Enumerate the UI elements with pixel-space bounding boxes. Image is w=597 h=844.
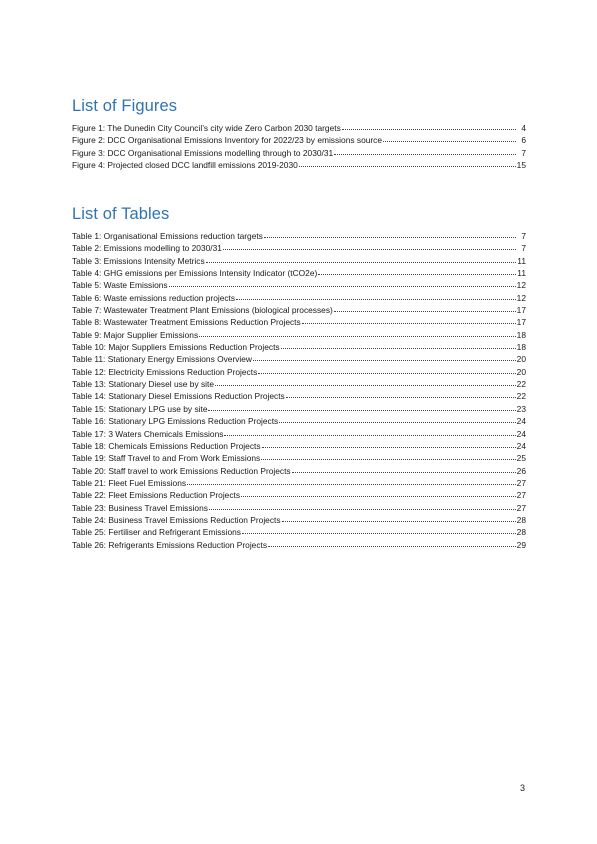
entry-label: Table 14: Stationary Diesel Emissions Reduction Projects	[72, 391, 285, 402]
dot-leader	[258, 365, 515, 374]
entry-label: Table 8: Wastewater Treatment Emissions Reduction Projects	[72, 317, 301, 328]
dot-leader	[268, 538, 516, 547]
entry-label: Table 11: Stationary Energy Emissions Overview	[72, 354, 252, 365]
dot-leader	[299, 158, 516, 167]
entry-label: Table 2: Emissions modelling to 2030/31	[72, 243, 222, 254]
list-of-tables-heading: List of Tables	[72, 205, 170, 223]
entry-page: 24	[516, 428, 526, 439]
dot-leader	[187, 476, 516, 485]
dot-leader	[282, 513, 516, 522]
entry-page: 20	[516, 354, 526, 365]
dot-leader	[208, 402, 515, 411]
entry-label: Figure 4: Projected closed DCC landfill emissions 2019-2030	[72, 160, 298, 171]
entry-page: 18	[516, 329, 526, 340]
entry-page: 12	[516, 280, 526, 291]
dot-leader	[264, 229, 516, 238]
entry-page: 20	[516, 366, 526, 377]
entry-label: Table 1: Organisational Emissions reduction targets	[72, 231, 263, 241]
entry-page: 7	[521, 243, 526, 254]
entry-label: Table 5: Waste Emissions	[72, 280, 168, 291]
entry-label: Table 6: Waste emissions reduction projects	[72, 292, 236, 303]
entry-page: 27	[516, 477, 526, 488]
dot-leader	[302, 315, 516, 324]
entry-page: 22	[516, 379, 526, 390]
entry-label: Table 17: 3 Waters Chemicals Emissions	[72, 428, 224, 439]
dot-leader	[383, 133, 516, 142]
dot-leader	[253, 352, 516, 361]
entry-page: 26	[516, 465, 526, 476]
entry-page: 29	[516, 539, 526, 550]
list-of-tables	[72, 204, 526, 551]
entry-label: Table 24: Business Travel Emissions Reduction Projects	[72, 514, 281, 525]
entry-page: 24	[516, 440, 526, 451]
entry-page: 18	[516, 342, 526, 353]
dot-leader	[223, 241, 516, 250]
dot-leader	[292, 464, 516, 473]
dot-leader	[261, 451, 515, 460]
dot-leader	[215, 377, 516, 386]
entry-page: 15	[516, 160, 526, 171]
dot-leader	[169, 278, 516, 287]
entry-page: 23	[516, 403, 526, 414]
entry-label: Table 12: Electricity Emissions Reduction Projects	[72, 366, 258, 377]
table-entry[interactable]	[72, 539, 526, 551]
entry-page: 27	[516, 502, 526, 513]
entry-label: Figure 2: DCC Organisational Emissions Inventory for 2022/23 by emissions source	[72, 135, 383, 146]
entry-page: 12	[516, 292, 526, 303]
entry-page: 7	[521, 147, 526, 158]
dot-leader	[209, 501, 516, 510]
entry-label: Table 10: Major Suppliers Emissions Reduction Projects	[72, 342, 280, 353]
dot-leader	[199, 328, 516, 337]
dot-leader	[334, 303, 516, 312]
dot-leader	[279, 414, 515, 423]
entry-label: Table 25: Fertiliser and Refrigerant Emissions	[72, 527, 241, 538]
entry-label: Table 15: Stationary LPG use by site	[72, 403, 208, 414]
dot-leader	[342, 121, 516, 130]
list-of-figures-heading: List of Figures	[72, 97, 178, 115]
page-number: 3	[519, 783, 525, 793]
entry-label: Table 20: Staff travel to work Emissions Reduction Projects	[72, 465, 291, 476]
entry-page: 11	[517, 268, 526, 279]
dot-leader	[241, 488, 516, 497]
entry-label: Figure 3: DCC Organisational Emissions modelling through to 2030/31	[72, 147, 334, 158]
list-of-figures	[72, 96, 526, 171]
entry-page: 7	[521, 231, 526, 241]
entry-label: Table 13: Stationary Diesel use by site	[72, 379, 214, 390]
entry-label: Figure 1: The Dunedin City Council’s city wide Zero Carbon 2030 targets	[72, 123, 341, 133]
entry-label: Table 26: Refrigerants Emissions Reduction Projects	[72, 539, 268, 550]
figures-list	[72, 122, 526, 171]
entry-page: 28	[516, 527, 526, 538]
entry-label: Table 9: Major Supplier Emissions	[72, 329, 199, 340]
dot-leader	[286, 389, 516, 398]
dot-leader	[242, 525, 516, 534]
entry-label: Table 18: Chemicals Emissions Reduction Projects	[72, 440, 261, 451]
entry-page: 11	[517, 255, 526, 266]
entry-label: Table 7: Wastewater Treatment Plant Emissions (biological processes)	[72, 305, 333, 316]
dot-leader	[224, 427, 515, 436]
entry-label: Table 22: Fleet Emissions Reduction Projects	[72, 490, 241, 501]
entry-page: 24	[516, 416, 526, 427]
dot-leader	[262, 439, 516, 448]
entry-page: 22	[516, 391, 526, 402]
dot-leader	[206, 254, 516, 263]
tables-list	[72, 230, 526, 551]
figure-entry[interactable]	[72, 159, 526, 171]
dot-leader	[318, 266, 516, 275]
entry-label: Table 23: Business Travel Emissions	[72, 502, 208, 513]
entry-page: 17	[516, 305, 526, 316]
entry-page: 17	[516, 317, 526, 328]
entry-page: 28	[516, 514, 526, 525]
entry-label: Table 4: GHG emissions per Emissions Intensity Indicator (tCO2e)	[72, 268, 318, 279]
entry-page: 6	[521, 135, 526, 146]
entry-page: 4	[521, 123, 526, 133]
entry-label: Table 3: Emissions Intensity Metrics	[72, 255, 205, 266]
entry-label: Table 19: Staff Travel to and From Work Emissions	[72, 453, 261, 464]
entry-page: 25	[516, 453, 526, 464]
dot-leader	[281, 340, 516, 349]
dot-leader	[334, 146, 516, 155]
entry-page: 27	[516, 490, 526, 501]
entry-label: Table 21: Fleet Fuel Emissions	[72, 477, 187, 488]
dot-leader	[236, 291, 516, 300]
entry-label: Table 16: Stationary LPG Emissions Reduction Projects	[72, 416, 279, 427]
